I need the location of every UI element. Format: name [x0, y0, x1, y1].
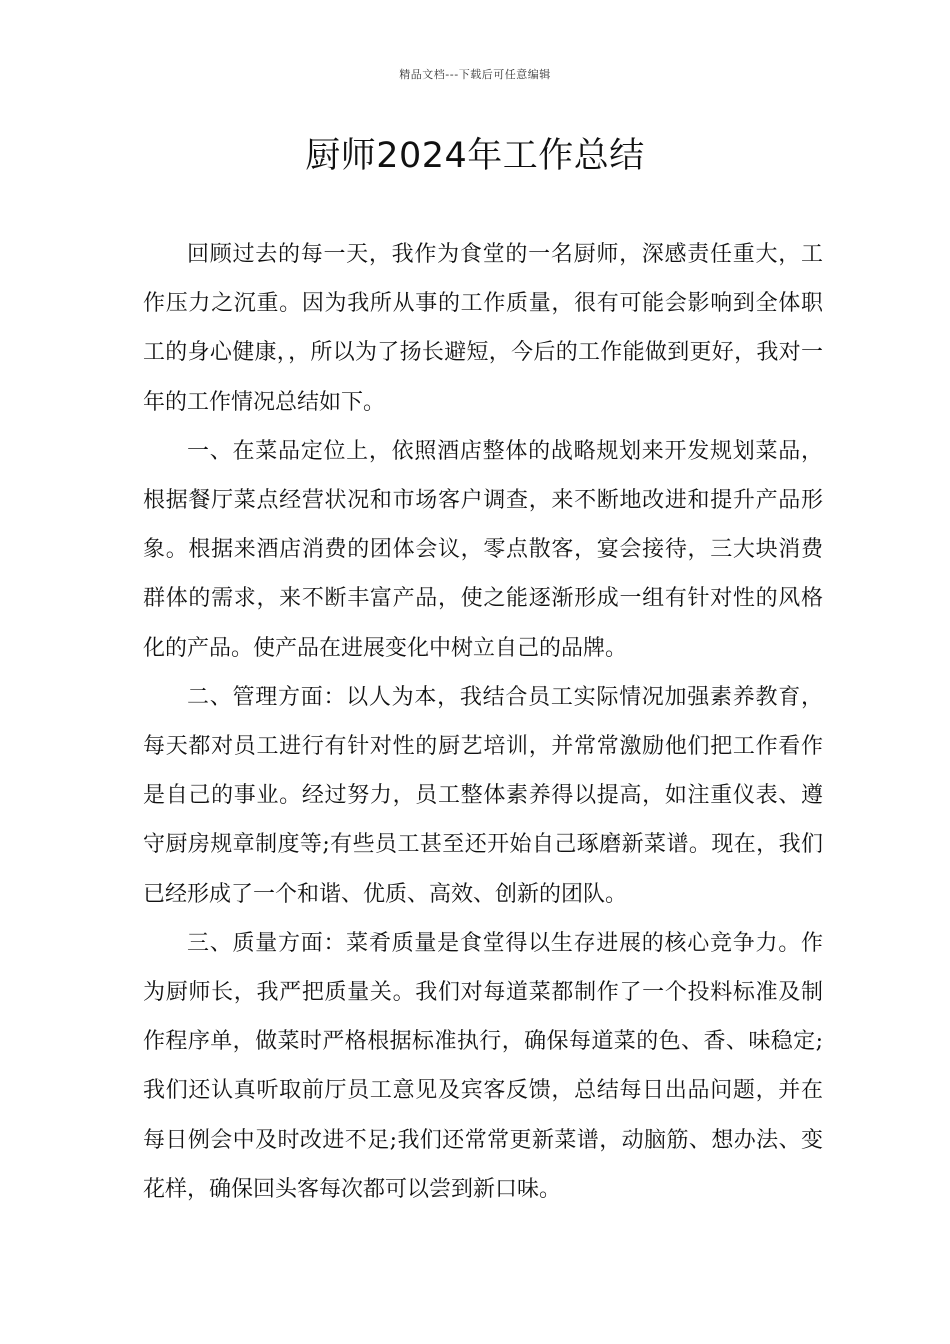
document-body: [143, 230, 823, 1214]
paragraph-intro: 回顾过去的每一天，我作为食堂的一名厨师，深感责任重大，工作压力之沉重。因为我所从事的工作质量，很有可能会影响到全体职工的身心健康，，所以为了扬长避短，今后的工作能做到更好，我对一年的工作情况总结如下。: [143, 242, 823, 415]
header-note: 精品文档---下载后可任意编辑: [399, 68, 551, 81]
paragraph-management: 二、管理方面：以人为本，我结合员工实际情况加强素养教育，每天都对员工进行有针对性的厨艺培训，并常常激励他们把工作看作是自己的事业。经过努力，员工整体素养得以提高，如注重仪表、遵守厨房规章制度等;有些员工甚至还开始自己琢磨新菜谱。现在，我们已经形成了一个和谐、优质、高效、创新的团队。: [143, 684, 823, 907]
paragraph-quality: 三、质量方面：菜肴质量是食堂得以生存进展的核心竞争力。作为厨师长，我严把质量关。我们对每道菜都制作了一个投料标准及制作程序单，做菜时严格根据标准执行，确保每道菜的色、香、味稳定;我们还认真听取前厅员工意见及宾客反馈，总结每日出品问题，并在每日例会中及时改进不足;我们还常常更新菜谱，动脑筋、想办法、变花样，确保回头客每次都可以尝到新口味。: [143, 930, 823, 1202]
paragraph-dish-positioning: 一、在菜品定位上，依照酒店整体的战略规划来开发规划菜品，根据餐厅菜点经营状况和市场客户调查，来不断地改进和提升产品形象。根据来酒店消费的团体会议，零点散客，宴会接待，三大块消费群体的需求，来不断丰富产品，使之能逐渐形成一组有针对性的风格化的产品。使产品在进展变化中树立自己的品牌。: [143, 438, 823, 661]
document-title: 厨师2024年工作总结: [305, 136, 645, 176]
